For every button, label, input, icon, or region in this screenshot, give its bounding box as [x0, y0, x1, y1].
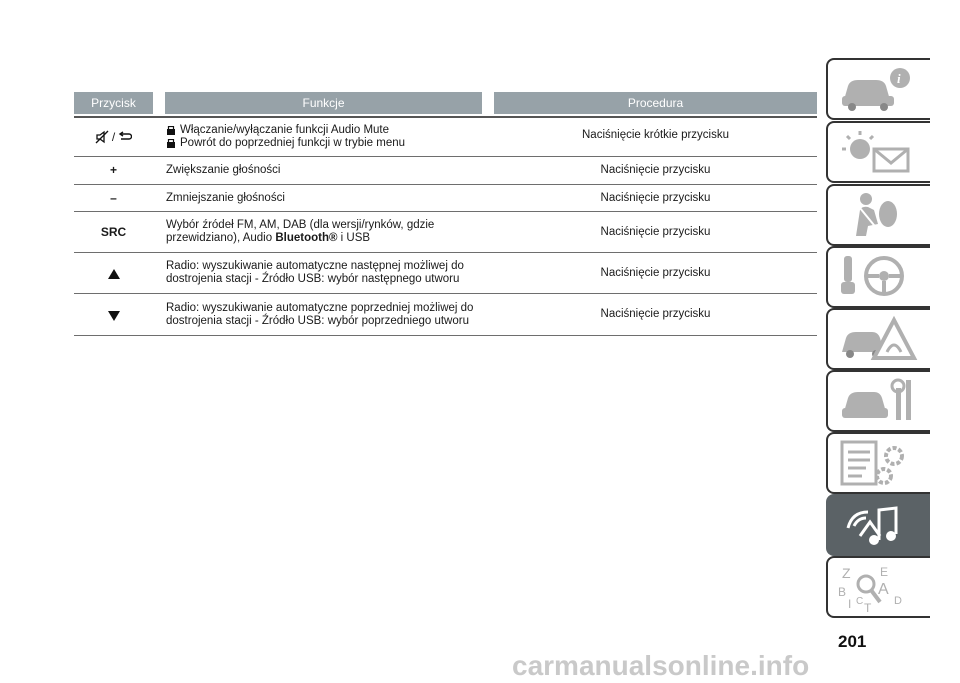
function-text: Radio: wyszukiwanie automatyczne następnej możliwej do: [166, 260, 464, 272]
function-cell: [166, 157, 496, 184]
header-procedure: [494, 92, 817, 114]
tab-starting-driving[interactable]: [826, 246, 930, 308]
button-cell: [74, 253, 153, 293]
function-text: Radio: wyszukiwanie automatyczne poprzedniej możliwej do: [166, 301, 474, 314]
procedure-text: Naciśnięcie krótkie przycisku: [582, 129, 729, 141]
svg-text:i: i: [897, 71, 901, 86]
volume-up-key: +: [109, 163, 117, 177]
button-cell: [74, 185, 153, 211]
function-cell: [166, 118, 496, 156]
function-text: Zwiększanie głośności: [166, 164, 281, 176]
button-cell: [74, 212, 153, 252]
procedure-cell: [494, 157, 817, 184]
button-cell: [74, 157, 153, 184]
procedure-text: Naciśnięcie przycisku: [600, 308, 711, 320]
volume-down-key: –: [110, 190, 117, 205]
header-button-label: Przycisk: [91, 96, 136, 110]
header-procedure-label: Procedura: [627, 96, 684, 110]
menu-mode-icon: [166, 139, 176, 149]
procedure-text: Naciśnięcie przycisku: [600, 164, 711, 176]
function-text: Wybór źródeł FM, AM, DAB (dla wersji/rynków, gdzie: [166, 219, 435, 231]
triangle-down-icon: [108, 311, 120, 321]
table-row: [74, 253, 817, 294]
source-key: SRC: [100, 225, 127, 239]
back-arrow-icon: [118, 131, 132, 143]
tab-safety[interactable]: [826, 184, 930, 246]
table-row: [74, 185, 817, 212]
bluetooth-text: Bluetooth®: [275, 232, 338, 244]
function-text: Zmniejszanie głośności: [166, 191, 285, 204]
tab-index[interactable]: [826, 556, 930, 618]
svg-text:C: C: [856, 596, 864, 607]
function-text: przewidziano), Audio: [166, 232, 276, 244]
button-cell: [74, 118, 153, 156]
procedure-cell: [494, 294, 817, 335]
svg-text:T: T: [864, 601, 872, 612]
index-icon: [838, 562, 918, 612]
tab-maintenance[interactable]: [826, 370, 930, 432]
triangle-up-icon: [108, 269, 120, 279]
page-number: 201: [838, 632, 867, 651]
warning-lights-icon: [838, 127, 918, 177]
tab-warning-lights[interactable]: [826, 121, 930, 183]
function-text: Włączanie/wyłączanie funkcji Audio Mute: [180, 124, 390, 136]
tab-car-info[interactable]: [826, 58, 930, 120]
procedure-cell: [494, 118, 817, 156]
button-cell: [74, 294, 153, 335]
header-button: [74, 92, 153, 114]
safety-airbag-icon: [838, 190, 918, 240]
procedure-cell: [494, 253, 817, 293]
function-cell: [166, 212, 496, 252]
function-cell: [166, 294, 496, 335]
emergency-triangle-icon: [838, 314, 918, 364]
mute-icon: [95, 130, 109, 144]
svg-text:B: B: [838, 585, 847, 599]
function-text: dostrojenia stacji - Źródło USB: wybór poprzedniego utworu: [166, 314, 469, 327]
table-row: [74, 294, 817, 336]
technical-data-icon: [838, 438, 918, 488]
svg-text:E: E: [880, 565, 889, 579]
table-row: [74, 212, 817, 253]
svg-text:I: I: [848, 597, 852, 611]
svg-text:A: A: [878, 581, 889, 598]
function-text: dostrojenia stacji - Źródło USB: wybór następnego utworu: [166, 273, 460, 285]
tab-multimedia[interactable]: [826, 494, 930, 556]
procedure-text: Naciśnięcie przycisku: [600, 267, 711, 279]
header-function-label: Funkcje: [302, 96, 345, 110]
procedure-cell: [494, 212, 817, 252]
header-function: [165, 92, 482, 114]
mute-mode-icon: [166, 126, 176, 136]
svg-text:Z: Z: [842, 565, 851, 581]
table-row: [74, 118, 817, 157]
svg-text:D: D: [894, 595, 902, 607]
procedure-text: Naciśnięcie przycisku: [600, 226, 711, 238]
procedure-text: Naciśnięcie przycisku: [600, 191, 711, 204]
car-maintenance-icon: [838, 376, 918, 426]
procedure-cell: [494, 185, 817, 211]
car-info-icon: [838, 64, 918, 114]
steering-key-icon: [838, 252, 918, 302]
function-cell: [166, 253, 496, 293]
watermark: carmanualsonline.info: [512, 650, 810, 681]
multimedia-icon: [838, 500, 918, 550]
function-text: i USB: [337, 232, 371, 244]
function-cell: [166, 185, 496, 211]
tab-emergency[interactable]: [826, 308, 930, 370]
function-text: Powrót do poprzedniej funkcji w trybie menu: [180, 137, 406, 149]
separator-slash: /: [111, 129, 116, 144]
table-row: [74, 157, 817, 185]
tab-technical-data[interactable]: [826, 432, 930, 494]
